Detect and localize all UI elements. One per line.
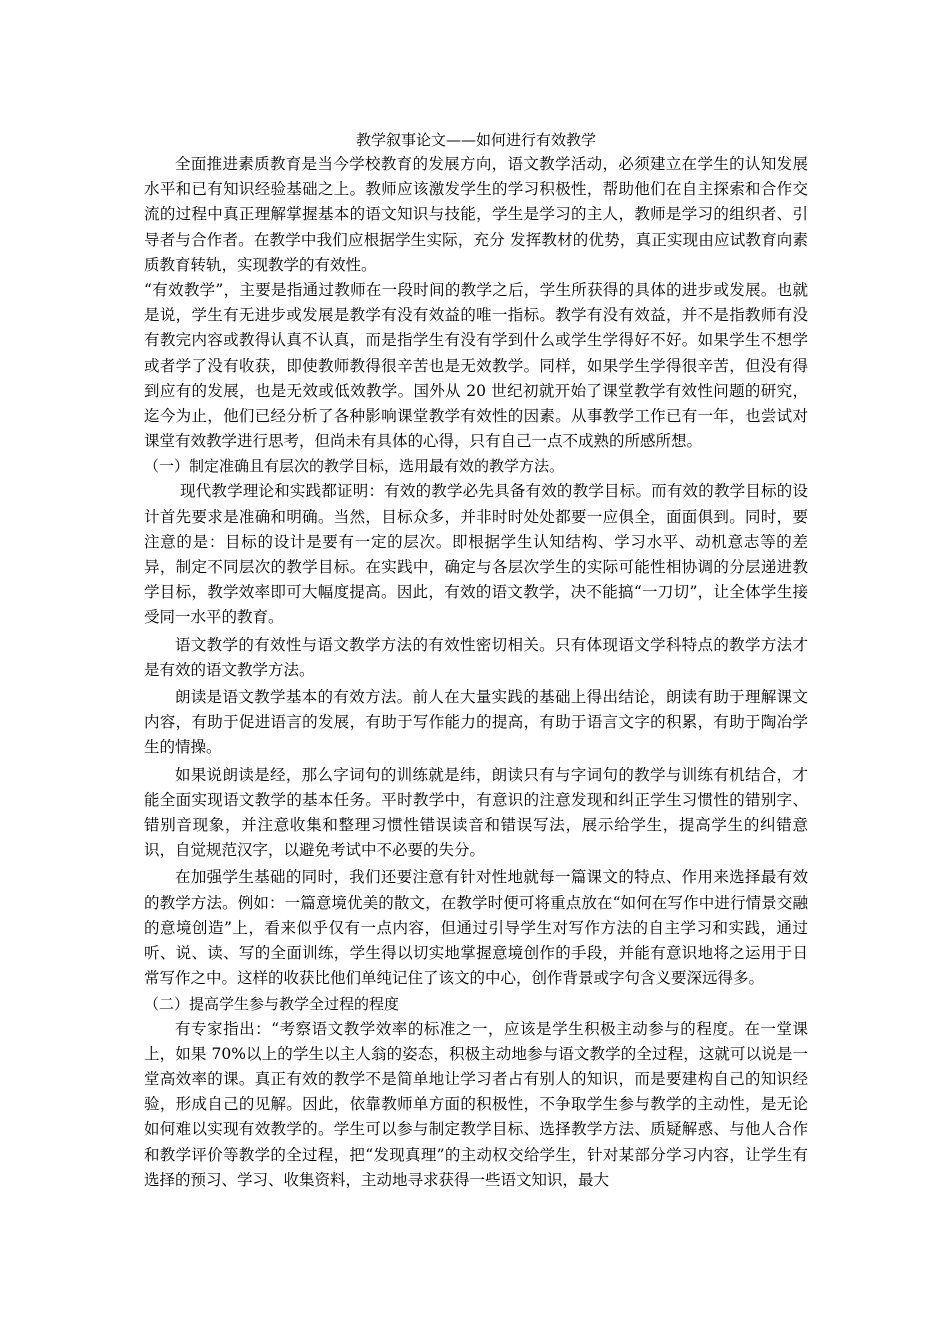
paragraph-word-training: 如果说朗读是经，那么字词句的训练就是纬，朗读只有与字词句的教学与训练有机结合，才能全面实现语文教学的基本任务。平时教学中，有意识的注意发现和纠正学生习惯性的错别字、错别音现象，并注意收集和整理习惯性错误读音和错误写法，展示给学生，提高学生的纠错意识，自觉规范汉字，以避免考试中不必要的失分。 <box>144 765 808 860</box>
section-heading-1: （一）制定准确且有层次的教学目标，选用最有效的教学方法。 <box>144 457 565 476</box>
paragraph-targeted-methods: 在加强学生基础的同时，我们还要注意有针对性地就每一篇课文的特点、作用来选择最有效的教学方法。例如：一篇意境优美的散文，在教学时便可将重点放在“如何在写作中进行情景交融的意境创造”上，看来似乎仅有一点内容，但通过引导学生对写作方法的自主学习和实践，通过听、说、读、写的全面训练，学生得以切实地掌握意境创作的手段，并能有意识地将之运用于日常写作之中。这样的收获比他们单纯记住了该文的中心，创作背景或字句含义要深远得多。 <box>144 868 808 988</box>
paragraph-effective-teaching: “有效教学”，主要是指通过教师在一段时间的教学之后，学生所获得的具体的进步或发展。也就是说，学生有无进步或发展是教学有没有效益的唯一指标。教学有没有效益，并不是指教师有没有教完内容或教得认真不认真，而是指学生有没有学到什么或学生学得好不好。如果学生不想学或者学了没有收获，即使教师教得很辛苦也是无效教学。同样，如果学生学得很辛苦，但没有得到应有的发展，也是无效或低效教学。国外从 20 世纪初就开始了课堂教学有效性问题的研究，迄今为止，他们已经分析了各种影响课堂教学有效性的因素。从事教学工作已有一年，也尝试对课堂有效教学进行思考，但尚未有具体的心得，只有自己一点不成熟的所感所想。 <box>144 281 808 451</box>
section-heading-2: （二）提高学生参与教学全过程的程度 <box>144 994 400 1013</box>
document-title: 教学叙事论文——如何进行有效教学 <box>355 131 596 149</box>
paragraph-teaching-goals: 现代教学理论和实践都证明：有效的教学必先具备有效的教学目标。而有效的教学目标的设计首先要求是准确和明确。当然，目标众多，并非时时处处都要一应俱全，面面俱到。同时，要注意的是：目标的设计是要有一定的层次。即根据学生认知结构、学习水平、动机意志等的差异，制定不同层次的教学目标。在实践中，确定与各层次学生的实际可能性相协调的分层递进教学目标，教学效率即可大幅度提高。因此，有效的语文教学，决不能搞“一刀切”，让全体学生接受同一水平的教育。 <box>144 482 808 627</box>
paragraph-teaching-methods: 语文教学的有效性与语文教学方法的有效性密切相关。只有体现语文学科特点的教学方法才是有效的语文教学方法。 <box>144 635 808 679</box>
paragraph-intro: 全面推进素质教育是当今学校教育的发展方向，语文教学活动，必须建立在学生的认知发展水平和已有知识经验基础之上。教师应该激发学生的学习积极性，帮助他们在自主探索和合作交流的过程中真正理解掌握基本的语文知识与技能，学生是学习的主人，教师是学习的组织者、引导者与合作者。在教学中我们应根据学生实际，充分 发挥教材的优势，真正实现由应试教育向素质教育转轨，实现教学的有效性。 <box>144 155 808 274</box>
document-body <box>144 128 808 1193</box>
paragraph-reading-aloud: 朗读是语文教学基本的有效方法。前人在大量实践的基础上得出结论，朗读有助于理解课文内容，有助于促进语言的发展，有助于写作能力的提高，有助于语言文字的积累，有助于陶冶学生的情操。 <box>144 688 808 757</box>
paragraph-student-participation: 有专家指出：“考察语文教学效率的标准之一，应该是学生积极主动参与的程度。在一堂课上，如果 70%以上的学生以主人翁的姿态，积极主动地参与语文教学的全过程，这就可以说是一堂高效率的课。真正有效的教学不是简单地让学习者占有别人的知识，而是要建构自己的知识经验，形成自己的见解。因此，依靠教师单方面的积极性，不争取学生参与教学的主动性，是无论如何难以实现有效教学的。学生可以参与制定教学目标、选择教学方法、质疑解惑、与他人合作和教学评价等教学的全过程，把“发现真理”的主动权交给学生，针对某部分学习内容，让学生有选择的预习、学习、收集资料，主动地寻求获得一些语文知识，最大 <box>144 1019 808 1189</box>
